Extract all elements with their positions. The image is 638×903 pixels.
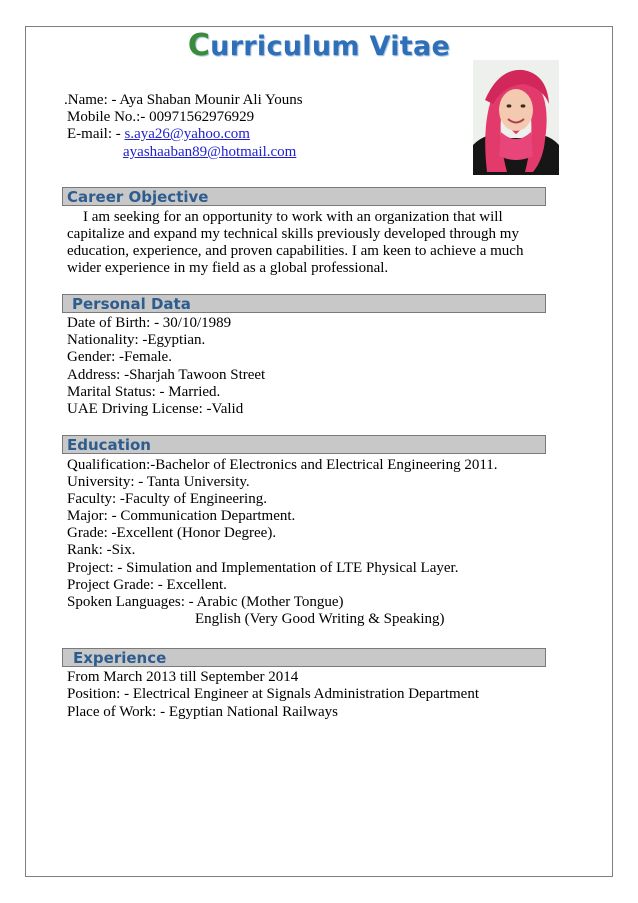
- personal-data-heading: Personal Data: [72, 295, 191, 313]
- education-line: Grade: -Excellent (Honor Degree).: [67, 525, 277, 541]
- education-line: English (Very Good Writing & Speaking): [195, 611, 445, 627]
- contact-name: .Name: - Aya Shaban Mounir Ali Youns: [64, 92, 303, 108]
- career-objective-line: education, experience, and proven capabilities. I am keen to achieve a much: [67, 243, 524, 259]
- contact-email-row: [67, 126, 250, 143]
- career-objective-line: I am seeking for an opportunity to work with an organization that will: [83, 209, 503, 225]
- career-objective-heading: Career Objective: [67, 188, 209, 206]
- personal-data-line: Date of Birth: - 30/10/1989: [67, 315, 232, 331]
- career-objective-line: capitalize and expand my technical skills previously developed through my: [67, 226, 519, 242]
- email-label: E-mail: -: [67, 126, 125, 142]
- career-objective-line: wider experience in my field as a global professional.: [67, 260, 389, 276]
- profile-photo: [473, 60, 559, 175]
- personal-data-line: Gender: -Female.: [67, 349, 172, 365]
- profile-photo-icon: [473, 60, 559, 175]
- experience-line: From March 2013 till September 2014: [67, 669, 299, 685]
- personal-data-bar: [62, 294, 546, 313]
- experience-heading: Experience: [73, 649, 167, 667]
- education-line: Faculty: -Faculty of Engineering.: [67, 491, 267, 507]
- education-heading: Education: [67, 436, 151, 454]
- education-line: University: - Tanta University.: [67, 474, 250, 490]
- education-line: Project: - Simulation and Implementation of LTE Physical Layer.: [67, 560, 459, 576]
- career-objective-bar: [62, 187, 546, 206]
- experience-bar: [62, 648, 546, 667]
- title-first-letter: C: [187, 28, 211, 63]
- personal-data-line: Marital Status: - Married.: [67, 384, 221, 400]
- education-line: Major: - Communication Department.: [67, 508, 296, 524]
- personal-data-line: Address: -Sharjah Tawoon Street: [67, 367, 266, 383]
- experience-line: Position: - Electrical Engineer at Signals Administration Department: [67, 686, 479, 702]
- education-bar: [62, 435, 546, 454]
- title-rest: urriculum Vitae: [210, 31, 451, 62]
- experience-line: Place of Work: - Egyptian National Railways: [67, 704, 338, 720]
- education-line: Project Grade: - Excellent.: [67, 577, 227, 593]
- personal-data-line: Nationality: -Egyptian.: [67, 332, 206, 348]
- page-title: [0, 28, 638, 63]
- education-line: Spoken Languages: - Arabic (Mother Tongue): [67, 594, 344, 610]
- education-line: Qualification:-Bachelor of Electronics and Electrical Engineering 2011.: [67, 457, 498, 473]
- personal-data-line: UAE Driving License: -Valid: [67, 401, 244, 417]
- contact-mobile: Mobile No.:- 00971562976929: [67, 109, 255, 125]
- email-link-2[interactable]: ayashaaban89@hotmail.com: [123, 144, 297, 160]
- email-link-1[interactable]: s.aya26@yahoo.com: [124, 126, 250, 142]
- education-line: Rank: -Six.: [67, 542, 136, 558]
